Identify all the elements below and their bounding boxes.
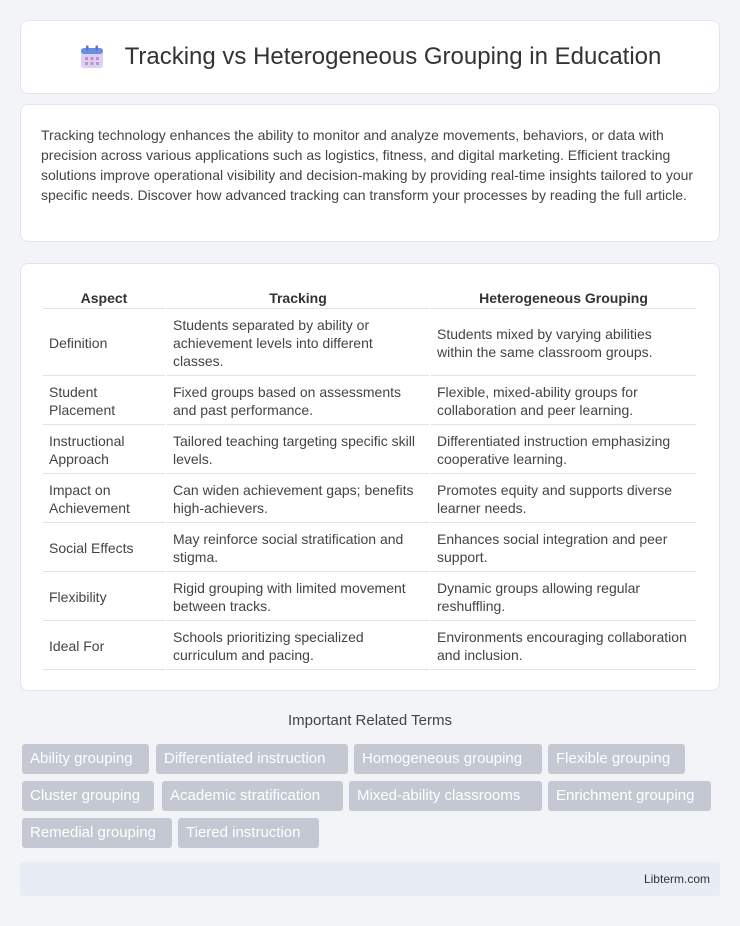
table-row [43, 574, 696, 621]
intro-card [20, 104, 720, 242]
related-term-tag[interactable]: Ability grouping [22, 744, 149, 774]
related-term-tag[interactable]: Flexible grouping [548, 744, 685, 774]
footer [20, 862, 720, 896]
table-row [43, 427, 696, 474]
related-term-tag[interactable]: Academic stratification [162, 781, 343, 811]
cell-heterogeneous: Differentiated instruction emphasizing cooperative learning. [431, 427, 696, 474]
column-header-aspect: Aspect [43, 286, 165, 309]
table-row [43, 378, 696, 425]
column-header-heterogeneous: Heterogeneous Grouping [431, 286, 696, 309]
cell-aspect: Flexibility [43, 574, 165, 621]
cell-heterogeneous: Dynamic groups allowing regular reshuffling. [431, 574, 696, 621]
related-term-tag[interactable]: Homogeneous grouping [354, 744, 542, 774]
table-row [43, 525, 696, 572]
cell-heterogeneous: Promotes equity and supports diverse learner needs. [431, 476, 696, 523]
cell-aspect: Impact on Achievement [43, 476, 165, 523]
related-term-tag[interactable]: Cluster grouping [22, 781, 154, 811]
table-row [43, 476, 696, 523]
related-term-tag[interactable]: Differentiated instruction [156, 744, 348, 774]
footer-site-link[interactable]: Libterm.com [643, 872, 710, 886]
related-term-tag[interactable]: Remedial grouping [22, 818, 172, 848]
cell-heterogeneous: Flexible, mixed-ability groups for collaboration and peer learning. [431, 378, 696, 425]
table-row [43, 311, 696, 376]
intro-text: Tracking technology enhances the ability to monitor and analyze movements, behaviors, or data with precision across various applications such as logistics, fitness, and digital marketing. Efficient tracking solutions improve operational visibility and decision-making by providing real-time insights tailored to your specific needs. Discover how advanced tracking can transform your processes by reading the full article. [41, 127, 694, 203]
cell-aspect: Definition [43, 311, 165, 376]
column-header-tracking: Tracking [167, 286, 429, 309]
related-term-tag[interactable]: Enrichment grouping [548, 781, 711, 811]
cell-heterogeneous: Students mixed by varying abilities within the same classroom groups. [431, 311, 696, 376]
related-term-tag[interactable]: Tiered instruction [178, 818, 319, 848]
cell-tracking: Rigid grouping with limited movement between tracks. [167, 574, 429, 621]
cell-tracking: Can widen achievement gaps; benefits high-achievers. [167, 476, 429, 523]
related-terms-title: Important Related Terms [288, 712, 452, 729]
cell-tracking: May reinforce social stratification and stigma. [167, 525, 429, 572]
comparison-table-card [20, 263, 720, 691]
cell-aspect: Ideal For [43, 623, 165, 670]
cell-heterogeneous: Environments encouraging collaboration and inclusion. [431, 623, 696, 670]
cell-aspect: Social Effects [43, 525, 165, 572]
calendar-icon [79, 44, 105, 70]
cell-aspect: Student Placement [43, 378, 165, 425]
table-row [43, 623, 696, 670]
cell-tracking: Tailored teaching targeting specific skill levels. [167, 427, 429, 474]
cell-tracking: Students separated by ability or achievement levels into different classes. [167, 311, 429, 376]
cell-tracking: Fixed groups based on assessments and past performance. [167, 378, 429, 425]
related-term-tag[interactable]: Mixed-ability classrooms [349, 781, 542, 811]
page-title: Tracking vs Heterogeneous Grouping in Education [124, 43, 662, 70]
cell-heterogeneous: Enhances social integration and peer support. [431, 525, 696, 572]
cell-tracking: Schools prioritizing specialized curriculum and pacing. [167, 623, 429, 670]
cell-aspect: Instructional Approach [43, 427, 165, 474]
header-card [20, 20, 720, 94]
comparison-table [41, 284, 698, 672]
